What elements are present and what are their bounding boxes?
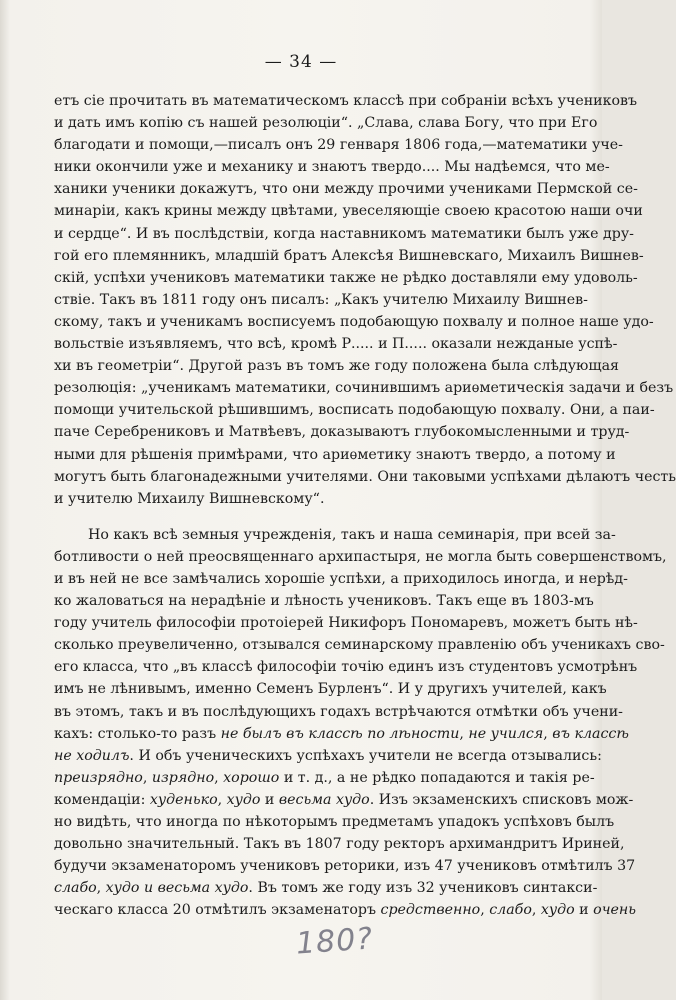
text-line [54, 656, 638, 678]
text-segment: ханики ученики докажутъ, что они между прочими учениками Пермской се- [54, 181, 638, 198]
text-line [54, 488, 568, 510]
text-line [54, 444, 616, 466]
italic-segment: худо [540, 902, 575, 919]
text-segment: скому, такъ и ученикамъ восписуемъ подобающую похвалу и полное наше удо- [54, 313, 654, 330]
italic-segment: преизрядно [54, 769, 143, 786]
text-line [54, 811, 615, 833]
text-segment: сколько преувеличенно, отзывался семинарскому правленію объ ученикахъ сво- [54, 637, 665, 654]
text-segment: ными для рѣшенія примѣрами, что ариѳметику знаютъ твердо, а потому и [54, 446, 616, 463]
text-segment: могутъ быть благонадежными учителями. Они таковыми успѣхами дѣлаютъ честь [54, 468, 676, 485]
text-segment: резолюція: „ученикамъ математики, сочинившимъ ариѳметическія задачи и безъ [54, 380, 674, 397]
text-line [54, 701, 623, 723]
text-line [54, 568, 628, 590]
italic-segment: не ходилъ [54, 747, 130, 764]
text-line [54, 466, 676, 488]
text-line [54, 421, 630, 443]
text-segment: въ этомъ, такъ и въ послѣдующихъ годахъ встрѣчаются отмѣтки объ учени- [54, 703, 623, 720]
text-line [54, 178, 638, 200]
text-line [54, 767, 595, 789]
text-segment: етъ сіе прочитать въ математическомъ классѣ при собраніи всѣхъ учениковъ [54, 93, 638, 109]
text-line [54, 612, 638, 634]
italic-segment: средственно [380, 902, 481, 919]
text-segment: вольствіе изъявляемъ, что всѣ, кромѣ Р..... и П..... оказали нежданые успѣ- [54, 336, 618, 353]
text-line [54, 789, 634, 811]
text-segment: , [459, 725, 469, 742]
text-segment: имъ не лѣнивымъ, именно Семенъ Бурленъ“. И у другихъ учителей, какъ [54, 681, 607, 698]
text-segment: будучи экзаменаторомъ учениковъ реторики, изъ 47 учениковъ отмѣтилъ 37 [54, 858, 636, 875]
text-line [54, 311, 654, 333]
text-segment: и [260, 791, 279, 808]
text-segment: ческаго класса 20 отмѣтилъ экзаменаторъ [54, 902, 381, 919]
text-segment: и въ ней не все замѣчались хорошіе успѣхи, а приходилось иногда, и нерѣд- [54, 570, 628, 587]
text-line [54, 245, 644, 267]
page-number: — 34 — [264, 52, 338, 72]
text-line [54, 399, 655, 421]
text-line [54, 899, 636, 921]
text-line [54, 333, 618, 355]
italic-segment: худо и весьма худо [105, 880, 249, 897]
text-line [54, 134, 623, 156]
italic-segment: худенько [149, 791, 218, 808]
text-segment: . Въ томъ же году изъ 32 учениковъ синтакси- [248, 880, 598, 897]
text-segment: , [217, 791, 227, 808]
italic-segment: изрядно [151, 769, 215, 786]
italic-segment: худо [226, 791, 261, 808]
text-line [54, 355, 620, 377]
text-segment: . И объ ученическихъ успѣхахъ учители не всегда отзывались: [129, 747, 602, 764]
text-line [54, 267, 638, 289]
text-line [54, 524, 616, 546]
text-line [54, 634, 665, 656]
text-line [54, 546, 667, 568]
text-segment: довольно значительный. Такъ въ 1807 году ректоръ архимандритъ Ириней, [54, 836, 625, 853]
text-segment: и учителю Михаилу Вишневскому“. [54, 490, 325, 507]
text-segment: . Изъ экзаменскихъ списковъ мож- [369, 791, 634, 808]
text-segment: благодати и помощи,—писалъ онъ 29 генваря 1806 года,—математики уче- [54, 137, 623, 154]
text-line [54, 289, 588, 311]
text-line [54, 833, 625, 855]
text-segment: скій, успѣхи учениковъ математики также не рѣдко доставляли ему удоволь- [54, 269, 638, 286]
text-line [54, 723, 629, 745]
text-segment: , [214, 769, 224, 786]
text-segment: , [543, 725, 553, 742]
text-segment: ботливости о ней преосвященнаго архипастыря, не могла быть совершенствомъ, [54, 548, 667, 565]
italic-segment: въ классѣ [552, 725, 629, 742]
italic-segment: слабо [54, 880, 97, 897]
text-segment: , [96, 880, 106, 897]
text-line [54, 377, 674, 399]
text-segment: его класса, что „въ классѣ философіи точію единъ изъ студентовъ усмотрѣнъ [54, 659, 638, 676]
text-segment: паче Серебрениковъ и Матвѣевъ, доказываютъ глубокомысленными и труд- [54, 424, 630, 441]
handwritten-note: 180? [294, 921, 375, 962]
italic-segment: не былъ въ классѣ по лѣности [220, 725, 460, 742]
text-line [54, 678, 607, 700]
text-line [54, 223, 634, 245]
body-text [54, 90, 676, 921]
italic-segment: слабо [489, 902, 532, 919]
text-line [54, 877, 598, 899]
text-segment: и дать имъ копію съ нашей резолюціи“. „Слава, слава Богу, что при Его [54, 115, 598, 132]
text-segment: Но какъ всѣ земныя учрежденія, такъ и наша семинарія, при всей за- [88, 526, 616, 543]
text-segment: ствіе. Такъ въ 1811 году онъ писалъ: „Какъ учителю Михаилу Вишнев- [54, 291, 588, 308]
text-line [54, 112, 598, 134]
text-segment: , [142, 769, 152, 786]
text-segment: году учитель философіи протоіерей Никифоръ Пономаревъ, можетъ быть нѣ- [54, 615, 638, 632]
text-line [54, 200, 643, 222]
text-segment: ники окончили уже и механику и знаютъ твердо.... Мы надѣемся, что ме- [54, 159, 610, 176]
text-line [54, 590, 594, 612]
text-segment: минаріи, какъ крины между цвѣтами, увеселяющіе своею красотою наши очи [54, 203, 643, 220]
text-segment: кахъ: столько-то разъ [54, 725, 221, 742]
text-segment: , [531, 902, 541, 919]
text-segment: но видѣть, что иногда по нѣкоторымъ предметамъ упадокъ успѣховъ былъ [54, 814, 615, 830]
text-segment: хи въ геометріи“. Другой разъ въ томъ же году положена была слѣдующая [54, 358, 620, 375]
text-segment: ко жаловаться на нерадѣніе и лѣность учениковъ. Такъ еще въ 1803-мъ [54, 593, 594, 610]
text-segment: и сердце“. И въ послѣдствіи, когда наставникомъ математики былъ уже дру- [54, 225, 634, 242]
text-segment: и т. д., а не рѣдко попадаются и такія ре- [279, 769, 595, 786]
text-segment: и [574, 902, 594, 919]
text-line [54, 855, 636, 877]
text-line [54, 156, 610, 178]
italic-segment: хорошо [223, 769, 280, 786]
italic-segment: очень [593, 902, 636, 919]
text-line [54, 745, 602, 767]
text-segment: гой его племянникъ, младшій братъ Алексѣя Вишневскаго, Михаилъ Вишнев- [54, 247, 644, 264]
italic-segment: весьма худо [278, 791, 370, 808]
italic-segment: не учился [468, 725, 544, 742]
text-segment: , [480, 902, 490, 919]
text-segment: помощи учительской рѣшившимъ, восписать подобающую похвалу. Они, а паи- [54, 402, 655, 419]
text-line [54, 90, 638, 112]
text-segment: комендаціи: [54, 791, 150, 808]
